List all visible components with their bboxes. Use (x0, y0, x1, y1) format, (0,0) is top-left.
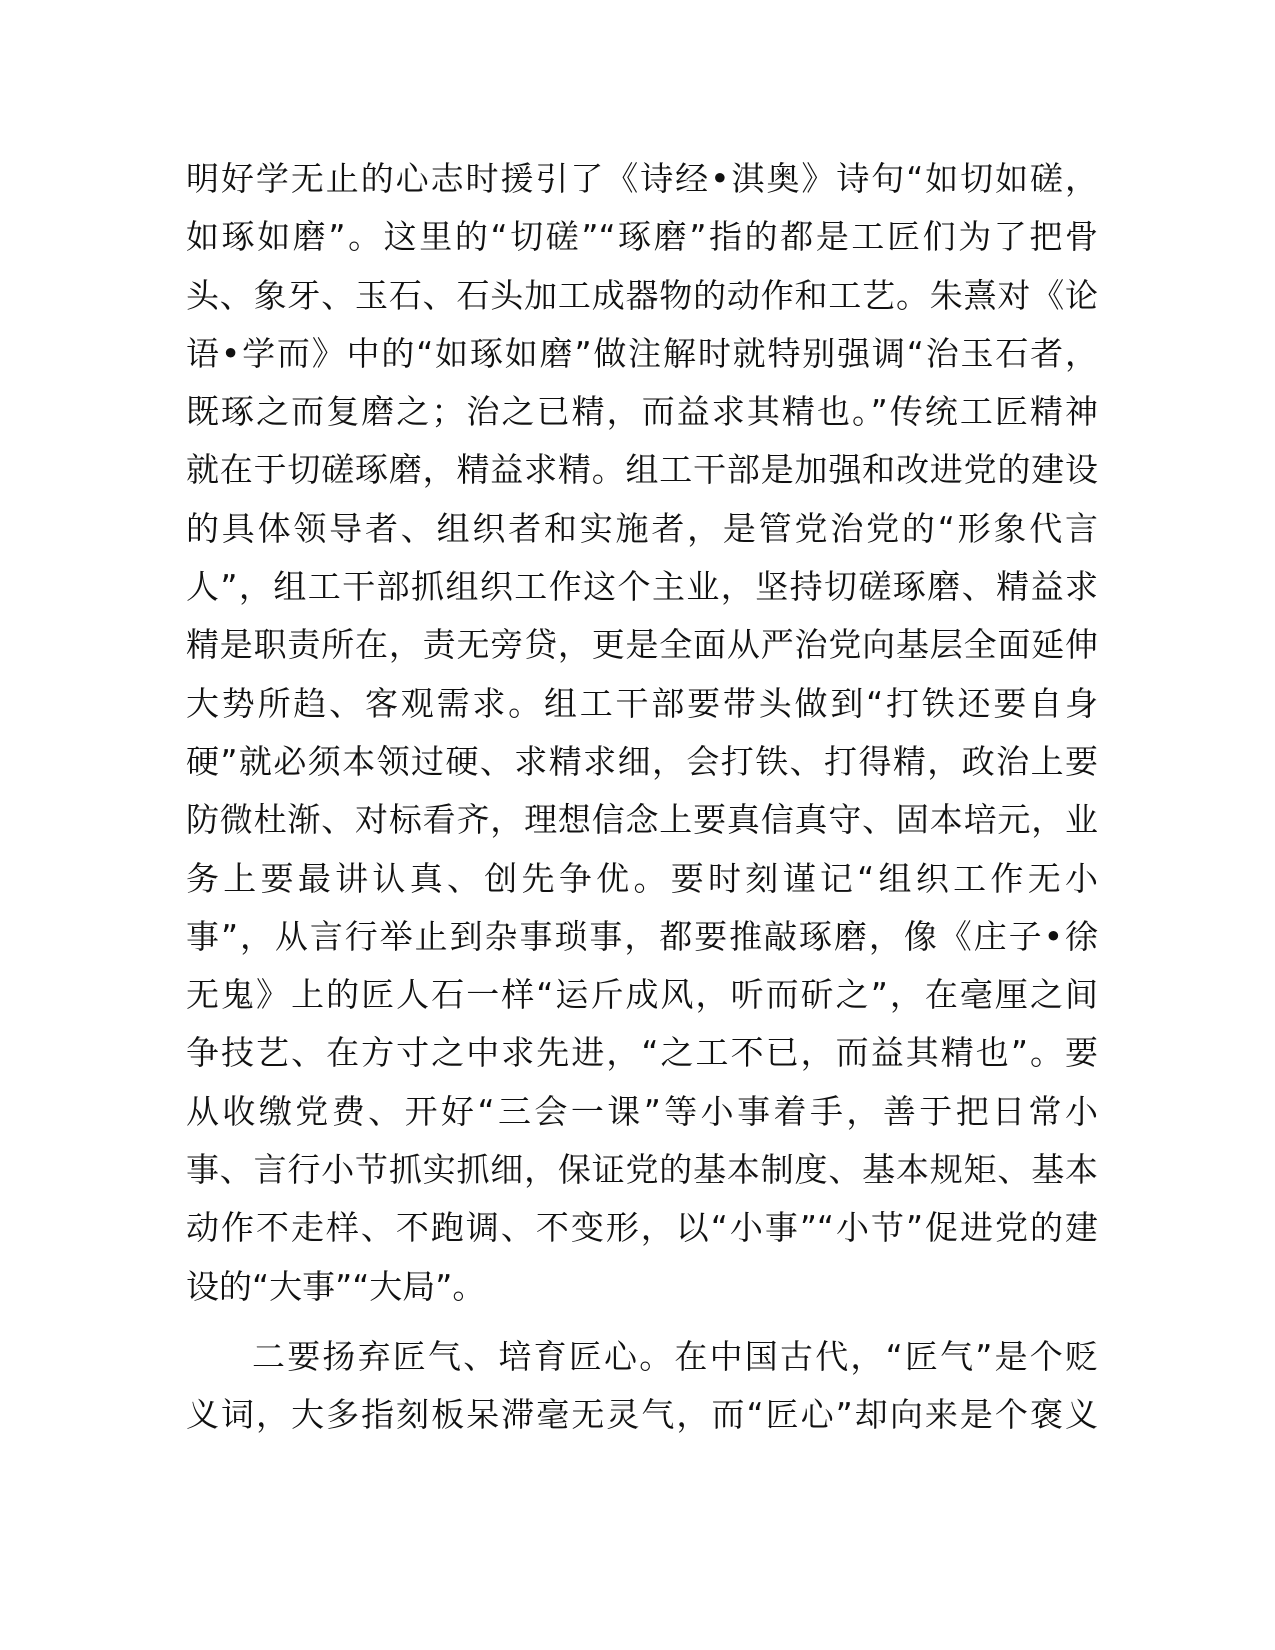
text-line: 动作不走样、不跑调、不变形，以“小事”“小节”促进党的建 (186, 1208, 1098, 1248)
text-line: 义词，大多指刻板呆滞毫无灵气，而“匠心”却向来是个褒义 (186, 1395, 1098, 1435)
text-line: 防微杜渐、对标看齐，理想信念上要真信真守、固本培元，业 (186, 800, 1098, 840)
text-line: 从收缴党费、开好“三会一课”等小事着手，善于把日常小 (186, 1091, 1098, 1131)
text-line: 精是职责所在，责无旁贷，更是全面从严治党向基层全面延伸 (186, 625, 1098, 665)
text-line: 设的“大事”“大局”。 (186, 1266, 486, 1306)
text-line: 的具体领导者、组织者和实施者，是管党治党的“形象代言 (186, 508, 1098, 548)
text-line: 硬”就必须本领过硬、求精求细，会打铁、打得精，政治上要 (186, 741, 1098, 781)
text-line: 大势所趋、客观需求。组工干部要带头做到“打铁还要自身 (186, 683, 1098, 723)
text-line: 既琢之而复磨之；治之已精，而益求其精也。”传统工匠精神 (186, 392, 1098, 432)
text-line: 头、象牙、玉石、石头加工成器物的动作和工艺。朱熹对《论 (186, 275, 1098, 315)
text-line: 事”，从言行举止到杂事琐事，都要推敲琢磨，像《庄子•徐 (186, 916, 1098, 956)
paragraph-gap (186, 1316, 1098, 1328)
text-line: 人”，组工干部抓组织工作这个主业，坚持切磋琢磨、精益求 (186, 567, 1098, 607)
text-line: 务上要最讲认真、创先争优。要时刻谨记“组织工作无小 (186, 858, 1098, 898)
text-line: 如琢如磨”。这里的“切磋”“琢磨”指的都是工匠们为了把骨 (186, 217, 1098, 257)
text-line: 语•学而》中的“如琢如磨”做注解时就特别强调“治玉石者， (186, 333, 1098, 373)
text-line: 明好学无止的心志时援引了《诗经•淇奥》诗句“如切如磋， (186, 159, 1098, 198)
text-line: 争技艺、在方寸之中求先进，“之工不已，而益其精也”。要 (186, 1033, 1098, 1073)
text-line: 事、言行小节抓实抓细，保证党的基本制度、基本规矩、基本 (186, 1150, 1098, 1190)
text-line: 就在于切磋琢磨，精益求精。组工干部是加强和改进党的建设 (186, 450, 1098, 490)
text-line: 二要扬弃匠气、培育匠心。在中国古代，“匠气”是个贬 (252, 1336, 1098, 1376)
text-line: 无鬼》上的匠人石一样“运斤成风，听而斫之”，在毫厘之间 (186, 975, 1098, 1015)
body-text (186, 150, 1098, 1445)
